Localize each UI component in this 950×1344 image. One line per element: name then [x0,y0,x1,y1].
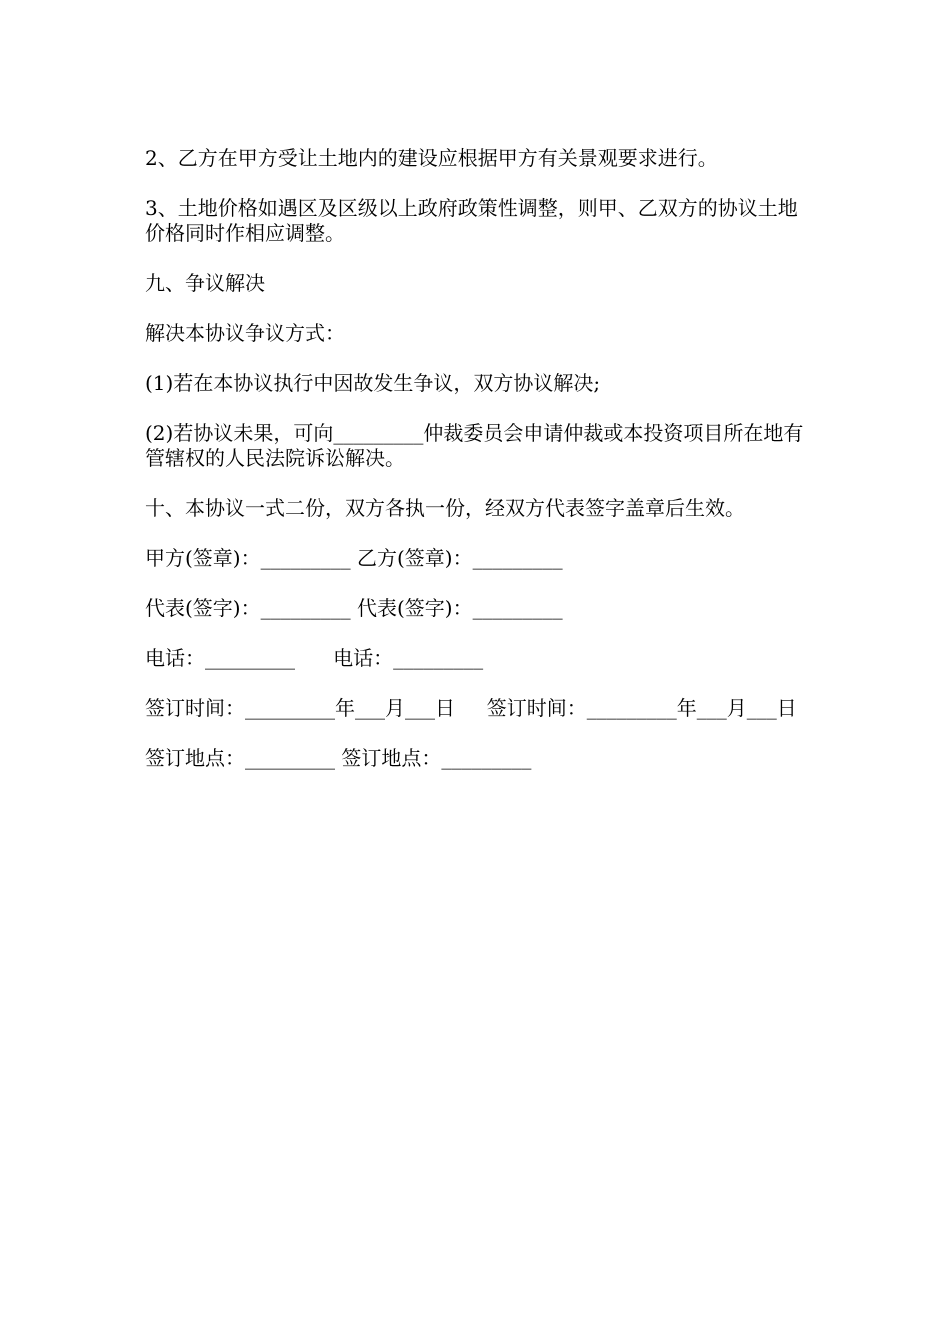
section-heading-copies: 十、本协议一式二份，双方各执一份，经双方代表签字盖章后生效。 [145,496,745,520]
dispute-method-1: (1)若在本协议执行中因故发生争议，双方协议解决; [145,371,601,395]
clause-2-landscape: 2、乙方在甲方受让土地内的建设应根据甲方有关景观要求进行。 [145,146,718,170]
document-body [145,146,810,796]
dispute-method-2: (2)若协议未果，可向_________仲裁委员会申请仲裁或本投资项目所在地有管辖权的人民法院诉讼解决。 [145,421,804,470]
section-heading-dispute: 九、争议解决 [145,271,265,295]
dispute-methods-intro: 解决本协议争议方式： [145,321,345,345]
representative-line: 代表(签字)：_________ 代表(签字)：_________ [145,596,563,620]
clause-3-price-adjustment: 3、土地价格如遇区及区级以上政府政策性调整，则甲、乙双方的协议土地价格同时作相应调整。 [145,196,798,245]
signature-seal-line: 甲方(签章)：_________ 乙方(签章)：_________ [145,546,563,570]
phone-line: 电话：_________ 电话：_________ [145,646,484,670]
signing-place-line: 签订地点：_________ 签订地点：_________ [145,746,532,770]
signing-date-line: 签订时间：_________年___月___日 签订时间：_________年___月___日 [145,696,797,720]
